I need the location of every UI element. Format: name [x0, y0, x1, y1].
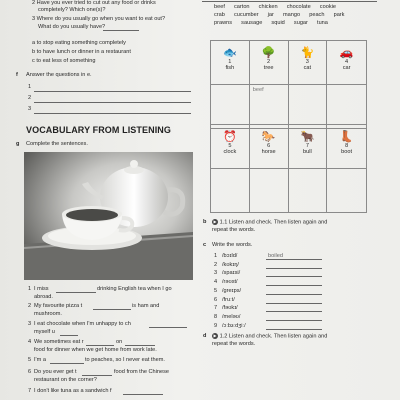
word: carton	[234, 4, 250, 10]
cell-word: bull	[303, 149, 312, 155]
answer-number: 2	[28, 95, 32, 101]
exercise-b-letter: b	[203, 219, 207, 225]
word-box-top-border	[202, 1, 377, 2]
exercise-d-instruction-cont: repeat the words.	[212, 341, 256, 347]
sound-cell	[288, 41, 327, 85]
cell-word: boot	[341, 149, 353, 155]
exercise-b-instruction-cont: repeat the words.	[212, 227, 256, 233]
word: sugar	[293, 20, 308, 26]
sentence-number: 5	[28, 357, 32, 363]
word: mango	[283, 12, 301, 18]
boot-icon: 👢	[339, 131, 354, 143]
exercise-d-text: 1.2 Listen and check. Then listen again and	[219, 333, 328, 340]
sound-cell	[288, 125, 327, 169]
sound-cell	[249, 125, 288, 169]
cell-word: tree	[263, 65, 274, 71]
phonetic-number: 2	[214, 261, 218, 268]
phonetic-answer: boiled	[268, 253, 283, 259]
sound-grid-1	[210, 40, 367, 129]
answer-line	[103, 30, 139, 31]
sentence-text: drinking English tea when I go	[97, 286, 172, 292]
sentence-number: 7	[28, 388, 32, 394]
word-row	[214, 12, 344, 18]
answer-number: 3	[28, 106, 32, 112]
answer-line[interactable]	[266, 268, 322, 269]
sound-cell	[211, 41, 250, 85]
sentence-text: to peaches, so I never eat them.	[85, 357, 165, 363]
sentence-number: 6	[28, 369, 32, 375]
word-row	[214, 4, 336, 10]
tea-photo	[24, 152, 193, 280]
answer-number: 1	[28, 84, 32, 90]
exercise-g-letter: g	[16, 141, 20, 147]
sound-cell	[249, 41, 288, 85]
option-b: b to have lunch or dinner in a restaurant	[32, 49, 131, 55]
gap-line[interactable]	[86, 345, 114, 346]
question-2	[32, 0, 156, 7]
cell-number: 2	[267, 59, 271, 65]
answer-cell-example[interactable]: beef	[249, 85, 288, 129]
cell-word: fish	[225, 65, 235, 71]
sound-grid-2	[210, 124, 367, 213]
sentence-text: My favourite pizza t	[34, 303, 83, 309]
sentence-text: food from the Chinese	[114, 369, 170, 375]
sentence-text: I eat chocolate when I'm unhappy to ch	[34, 321, 131, 327]
phonetic-number: 6	[214, 296, 218, 303]
sentence-text: We sometimes eat r	[34, 339, 84, 345]
answer-line[interactable]	[34, 113, 191, 114]
word: peach	[309, 12, 325, 18]
sound-cell	[211, 125, 250, 169]
cell-number: 5	[228, 143, 232, 149]
exercise-b-instruction	[212, 219, 327, 226]
sentence-text: myself u	[34, 329, 55, 335]
word: chocolate	[286, 4, 311, 10]
phonetic-number: 7	[214, 305, 218, 312]
exercise-f-instruction: Answer the questions in e.	[26, 72, 92, 78]
teapot-illustration	[24, 152, 193, 280]
section-heading: VOCABULARY FROM LISTENING	[26, 125, 172, 135]
phonetic-transcription: /rəʊst/	[222, 279, 238, 286]
clock-icon: ⏰	[223, 131, 237, 143]
sentence-text: mushroom.	[34, 311, 62, 317]
phonetic-transcription: /fəʊkɪ/	[222, 305, 238, 312]
fish-icon: 🐟	[223, 47, 237, 59]
answer-line[interactable]	[266, 294, 322, 295]
answer-cell[interactable]	[249, 169, 288, 213]
bull-icon: 🐂	[300, 131, 315, 143]
phonetic-transcription: /fruːt/	[222, 296, 235, 303]
gap-line[interactable]	[56, 292, 96, 293]
sentence-text: Do you ever get t	[34, 369, 77, 375]
word-row	[214, 20, 328, 26]
option-c: c to eat less of something	[32, 58, 96, 64]
word: jar	[267, 12, 274, 18]
sentence-text: food for dinner when we get home from work late.	[34, 347, 157, 353]
cell-word: horse	[261, 149, 276, 155]
cell-number: 4	[345, 59, 349, 65]
answer-cell[interactable]	[288, 85, 327, 129]
phonetic-number: 9	[214, 322, 218, 329]
sentence-number: 4	[28, 339, 32, 345]
cell-number: 6	[267, 143, 271, 149]
word: tuna	[317, 20, 328, 26]
phonetic-number: 8	[214, 313, 218, 320]
tree-icon: 🌳	[261, 47, 276, 59]
answer-line[interactable]	[34, 91, 191, 92]
question-2-text: 2 Have you ever tried to cut out any food or drinks	[32, 0, 156, 6]
word: park	[333, 12, 345, 18]
car-icon: 🚗	[339, 47, 354, 59]
exercise-c-instruction: Write the words.	[212, 242, 253, 248]
exercise-b-text: 1.1 Listen and check. Then listen again and	[219, 219, 328, 226]
phonetic-transcription: /bɔɪld/	[222, 253, 238, 259]
phonetic-number: 1	[214, 253, 218, 259]
sentence-text: I don't like tuna as a sandwich f	[34, 388, 112, 394]
answer-cell[interactable]	[288, 169, 327, 213]
phonetic-number: 3	[214, 270, 218, 277]
sentence-text: I'm a	[34, 357, 46, 363]
sentence-text: on	[116, 339, 123, 345]
cell-word: cat	[303, 65, 312, 71]
answer-cell[interactable]	[327, 85, 367, 129]
phonetic-number: 5	[214, 287, 218, 294]
cell-number: 7	[305, 143, 309, 149]
phonetic-transcription: /greɪps/	[222, 287, 242, 294]
answer-line[interactable]	[266, 311, 322, 312]
sentence-text: is ham and	[132, 303, 160, 309]
answer-line[interactable]	[266, 276, 322, 277]
word: beef	[214, 4, 225, 10]
exercise-d-letter: d	[203, 333, 207, 339]
word-box	[202, 0, 377, 33]
phonetic-transcription: /spaɪsi/	[222, 270, 241, 277]
phonetic-transcription: /meləʊ/	[222, 313, 241, 320]
answer-cell[interactable]	[211, 85, 250, 129]
gap-line[interactable]	[60, 335, 78, 336]
exercise-f-letter: f	[16, 72, 18, 78]
cell-number: 3	[305, 59, 309, 65]
answer-cell[interactable]	[211, 169, 250, 213]
sentence-text: abroad.	[34, 294, 53, 300]
sound-cell	[327, 41, 367, 85]
cell-number: 1	[228, 59, 232, 65]
answer-line[interactable]	[266, 285, 322, 286]
cat-icon: 🐈	[300, 47, 315, 59]
gap-line[interactable]	[123, 394, 163, 395]
horse-icon: 🐎	[261, 131, 276, 143]
gap-line[interactable]	[149, 327, 187, 328]
word: prawns	[214, 20, 233, 26]
sentence-number: 2	[28, 303, 32, 309]
sentence-number: 3	[28, 321, 32, 327]
sentence-number: 1	[28, 286, 32, 292]
exercise-d-instruction	[212, 333, 327, 340]
cell-word: clock	[223, 149, 237, 155]
word: chicken	[258, 4, 278, 10]
question-3: 3 Where do you usually go when you want to eat out?	[32, 16, 166, 22]
word: squid	[271, 20, 285, 26]
audio-icon[interactable]: ▶	[213, 219, 217, 224]
sentence-text: restaurant on the corner?	[34, 377, 97, 383]
exercise-c-letter: c	[203, 242, 207, 248]
cell-number: 8	[345, 143, 349, 149]
answer-line[interactable]	[266, 329, 322, 330]
question-2-cont: completely? Which one(s)?	[38, 7, 106, 13]
phonetic-transcription: /ɔːbɜːdʒiː/	[222, 322, 246, 329]
word: sausage	[241, 20, 263, 26]
word: cucumber	[234, 12, 259, 18]
exercise-g-instruction: Complete the sentences.	[26, 141, 88, 147]
option-a: a to stop eating something completely	[32, 40, 126, 46]
sentence-text: I miss	[34, 286, 49, 292]
answer-line[interactable]	[34, 102, 191, 103]
answer-line[interactable]	[266, 303, 322, 304]
cell-word: car	[342, 65, 351, 71]
gap-line[interactable]	[82, 375, 112, 376]
sound-cell	[327, 125, 367, 169]
gap-line[interactable]	[93, 309, 131, 310]
word: crab	[214, 12, 225, 18]
answer-line[interactable]	[266, 320, 322, 321]
gap-line[interactable]	[50, 363, 84, 364]
word: cookie	[319, 4, 336, 10]
audio-icon[interactable]: ▶	[213, 333, 217, 338]
phonetic-transcription: /kʊkɪŋ/	[222, 261, 239, 268]
answer-cell[interactable]	[327, 169, 367, 213]
question-3-cont: What do you usually have?	[38, 24, 106, 30]
gap-line[interactable]	[125, 345, 155, 346]
phonetic-number: 4	[214, 279, 218, 286]
